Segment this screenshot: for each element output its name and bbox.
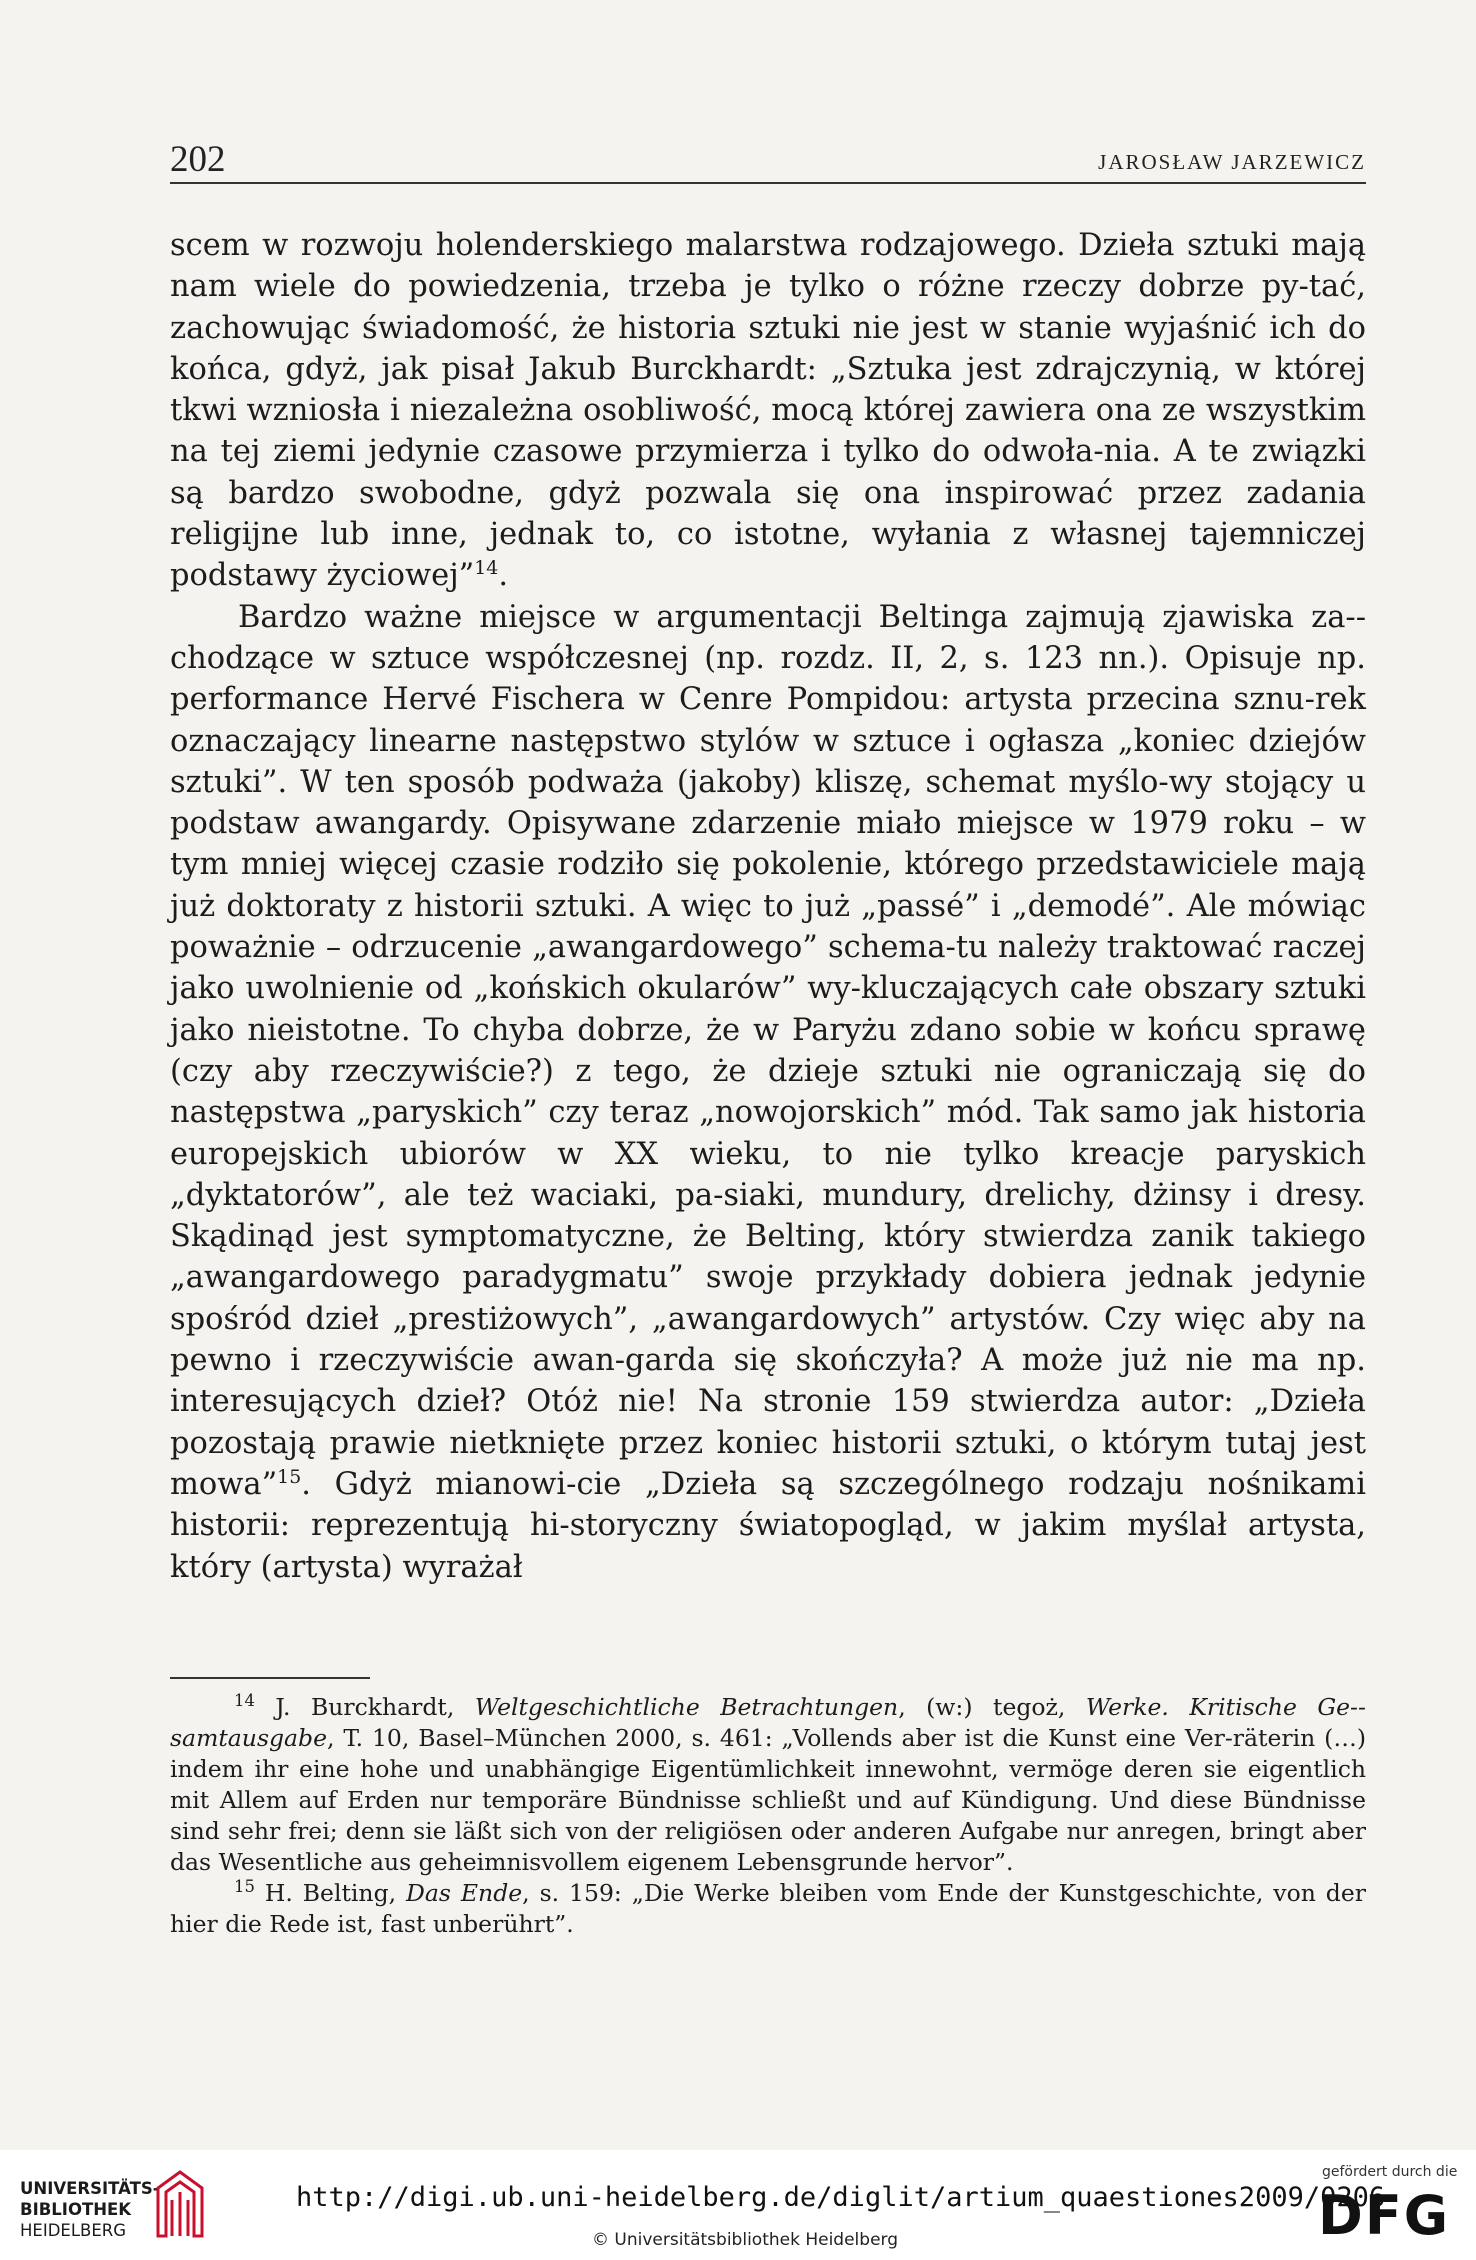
funding-caption: gefördert durch die [1322,2164,1458,2180]
dfg-logo[interactable]: DFG [1318,2184,1451,2247]
footnotes [170,1692,1366,1940]
library-emblem-icon [150,2166,210,2242]
permalink-url[interactable]: http://digi.ub.uni-heidelberg.de/diglit/artium_quaestiones2009/0206 [296,2182,1386,2213]
library-logo[interactable]: UNIVERSITÄTS- BIBLIOTHEK HEIDELBERG [20,2179,160,2240]
viewer-footer [0,2150,1476,2260]
footnote-separator [170,1677,370,1679]
paragraph-2: Bardzo ważne miejsce w argumentacji Beltinga zajmują zjawiska za-chodzące w sztuce współczesnej (np. rozdz. II, 2, s. 123 nn.). Opisuje np. performance Hervé Fischera w Cenre Pompidou: artysta przecina sznu-rek oznaczający linearne następstwo stylów w sztuce i ogłasza „koniec dziejów sztuki”. W ten sposób podważa (jakoby) kliszę, schemat myślo-wy stojący u podstaw awangardy. Opisywane zdarzenie miało miejsce w 1979 roku – w tym mniej więcej czasie rodziło się pokolenie, którego przedstawiciele mają już doktoraty z historii sztuki. A więc to już „passé” i „demodé”. Ale mówiąc poważnie – odrzucenie „awangardowego” schema-tu należy traktować raczej jako uwolnienie od „końskich okularów” wy-kluczających całe obszary sztuki jako nieistotne. To chyba dobrze, że w Paryżu zdano sobie w końcu sprawę (czy aby rzeczywiście?) z tego, że dzieje sztuki nie ograniczają się do następstwa „paryskich” czy teraz „nowojorskich” mód. Tak samo jak historia europejskich ubiorów w XX wieku, to nie tylko kreacje paryskich „dyktatorów”, ale też waciaki, pa-siaki, mundury, drelichy, dżinsy i dresy. Skądinąd jest symptomatyczne, że Belting, który stwierdza zanik takiego „awangardowego paradygmatu” swoje przykłady dobiera jednak jedynie spośród dzieł „prestiżowych”, „awangardowych” artystów. Czy więc aby na pewno i rzeczywiście awan-garda się skończyła? A może już nie ma np. interesujących dzieł? Otóż nie! Na stronie 159 stwierdza autor: „Dzieła pozostają prawie nietknięte przez koniec historii sztuki, o którym tutaj jest mowa”$^{15}$. Gdyż mianowi-cie „Dzieła są szczególnego rodzaju nośnikami historii: reprezentują hi-storyczny światopogląd, w jakim myślał artysta, który (artysta) wyrażał [170,599,1366,1585]
page-number: 202 [170,139,226,180]
page-header [170,138,1366,184]
footnote-ref-15[interactable]: 15 [277,1465,302,1488]
footnote-14: $^{14}$ J. Burckhardt, Weltgeschichtliche Betrachtungen, (w:) tegoż, Werke. Kritische Ge-samtausgabe, T. 10, Basel–München 2000, s. 461: „Vollends aber ist die Kunst eine Ver-räterin (…) indem ihr eine hohe und unabhängige Eigentümlichkeit innewohnt, vermöge deren sie eigentlich mit Allem auf Erden nur temporäre Bündnisse schließt und auf Kündigung. Und diese Bündnisse sind sehr frei; denn sie läßt sich von der religiösen oder anderen Aufgabe nur anregen, bringt aber das Wesentliche aus geheimnisvollem eigenem Lebensgrunde hervor”. [170,1691,1366,1876]
main-text [170,225,1366,1588]
copyright-notice: © Universitätsbibliothek Heidelberg [592,2230,899,2250]
running-head-author: JAROSŁAW JARZEWICZ [1098,150,1366,174]
footnote-15: $^{15}$ H. Belting, Das Ende, s. 159: „Die Werke bleiben vom Ende der Kunstgeschichte, von der hier die Rede ist, fast unberührt”. [170,1877,1366,1938]
paragraph-1: scem w rozwoju holenderskiego malarstwa rodzajowego. Dzieła sztuki mają nam wiele do powiedzenia, trzeba je tylko o różne rzeczy dobrze py-tać, zachowując świadomość, że historia sztuki nie jest w stanie wyjaśnić ich do końca, gdyż, jak pisał Jakub Burckhardt: „Sztuka jest zdrajczynią, w której tkwi wzniosła i niezależna osobliwość, mocą której zawiera ona ze wszystkim na tej ziemi jedynie czasowe przymierza i tylko do odwoła-nia. A te związki są bardzo swobodne, gdyż pozwala się ona inspirować przez zadania religijne lub inne, jednak to, co istotne, wyłania z własnej tajemniczej podstawy życiowej”$^{14}$. [170,228,1366,594]
footnote-ref-14[interactable]: 14 [474,557,499,580]
